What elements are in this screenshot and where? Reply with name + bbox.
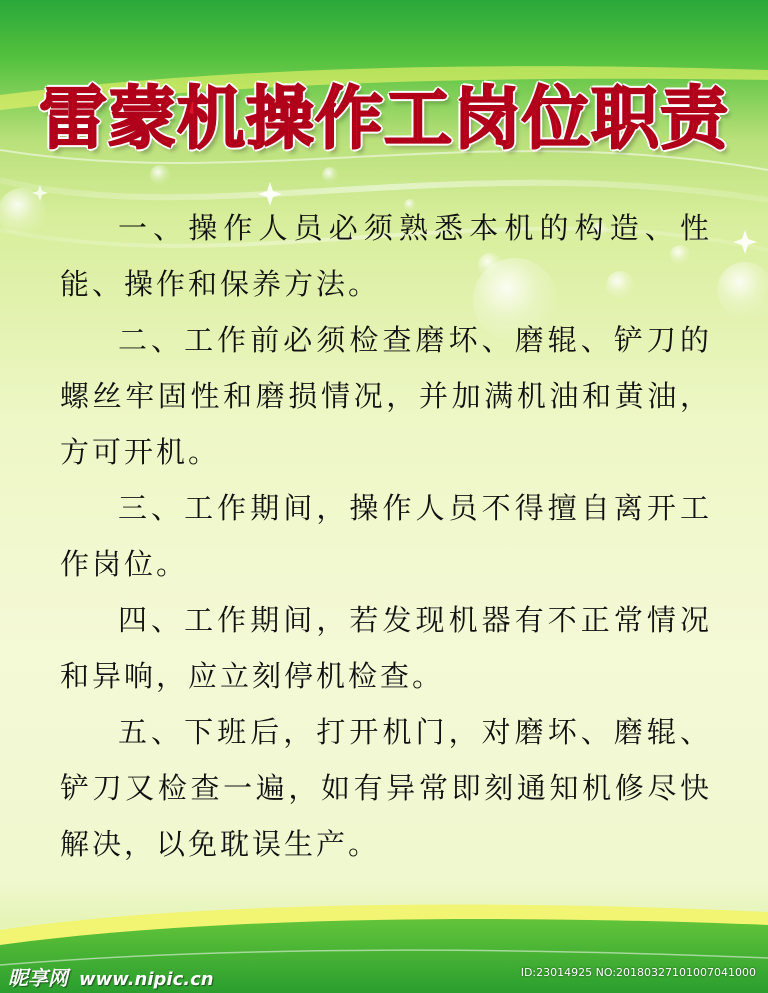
- watermark-logo-text: 昵享网: [8, 966, 68, 990]
- watermark-logo: [8, 962, 214, 991]
- watermark-url: www.nipic.cn: [78, 969, 214, 990]
- poster-title: 雷蒙机操作工岗位职责: [38, 80, 729, 159]
- duty-item: 二、工作前必须检查磨坏、磨辊、铲刀的螺丝牢固性和磨损情况，并加满机油和黄油，方可开机。: [60, 323, 712, 469]
- duty-item: 三、工作期间，操作人员不得擅自离开工作岗位。: [60, 491, 712, 581]
- duty-item: 五、下班后，打开机门，对磨坏、磨辊、铲刀又检查一遍，如有异常即刻通知机修尽快解决，以免耽误生产。: [60, 715, 712, 861]
- duty-item: 四、工作期间，若发现机器有不正常情况和异响，应立刻停机检查。: [60, 603, 712, 693]
- watermark-id: ID:23014925 NO:20180327101007041000: [520, 966, 756, 979]
- duty-item: 一、操作人员必须熟悉本机的构造、性能、操作和保养方法。: [60, 211, 712, 301]
- duty-list: [60, 200, 712, 872]
